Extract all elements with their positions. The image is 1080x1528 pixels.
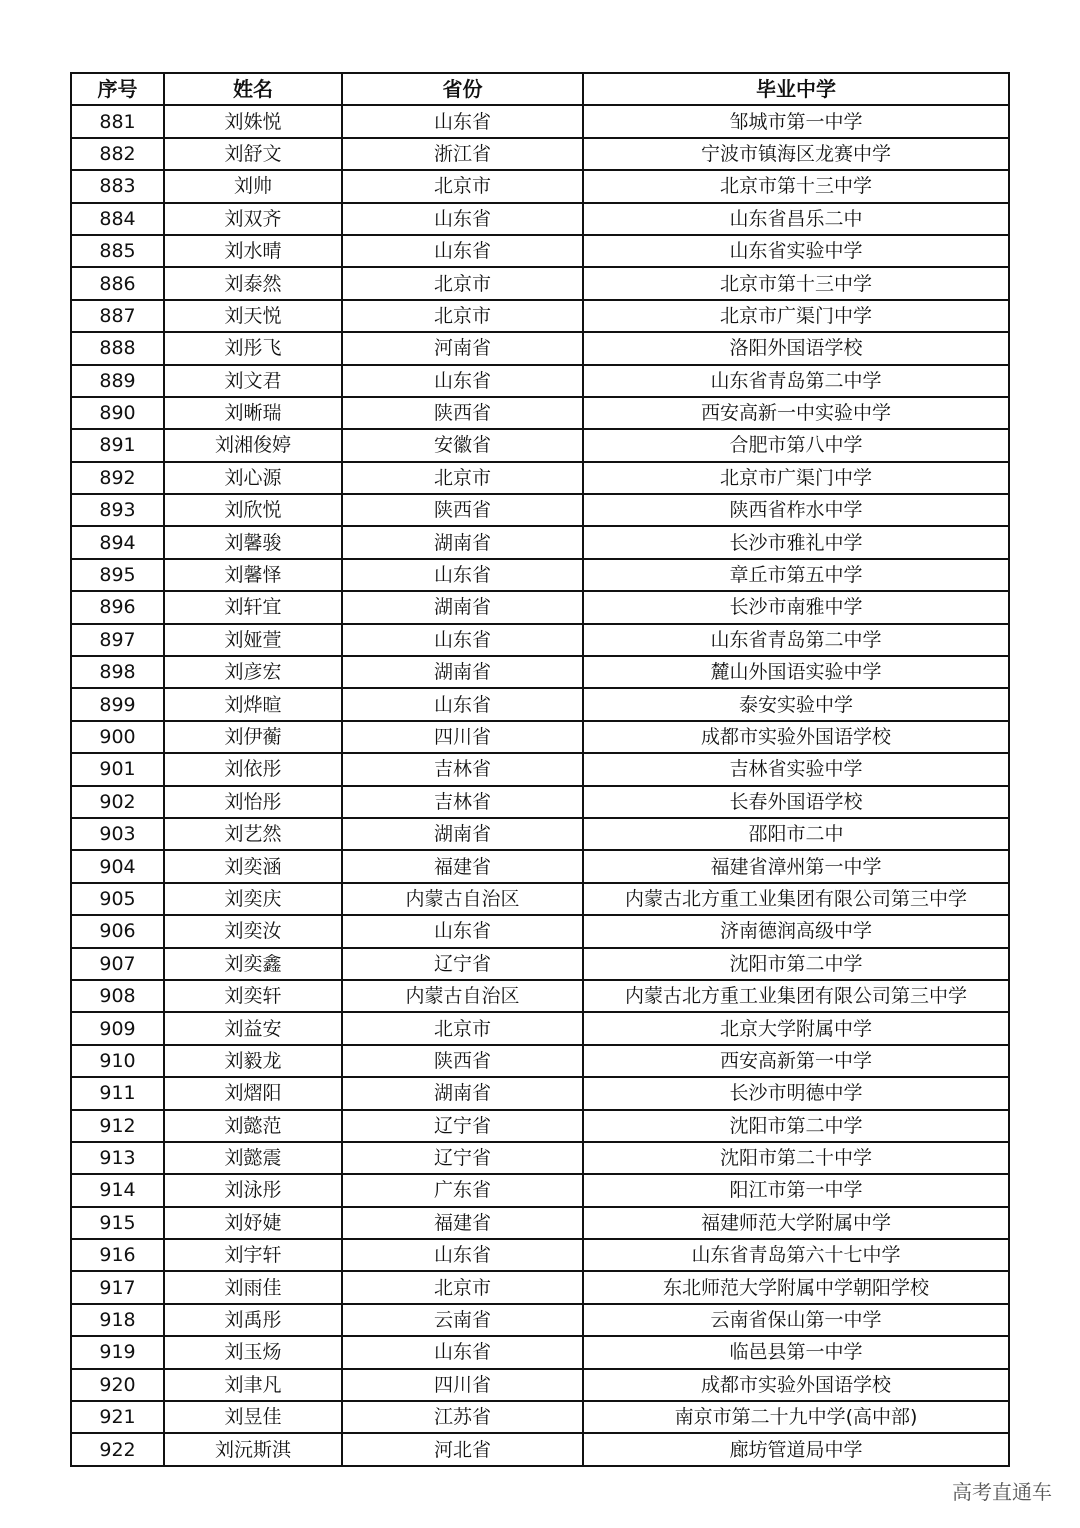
header-row (71, 73, 1009, 105)
cell-school: 福建师范大学附属中学 (583, 1207, 1009, 1239)
cell-name: 刘奕汝 (164, 915, 342, 947)
table-row (71, 1174, 1009, 1206)
table-row (71, 656, 1009, 688)
cell-school: 南京市第二十九中学(高中部) (583, 1401, 1009, 1433)
cell-name: 刘文君 (164, 365, 342, 397)
cell-index: 922 (71, 1433, 164, 1465)
cell-school: 北京市广渠门中学 (583, 300, 1009, 332)
cell-school: 山东省青岛第二中学 (583, 624, 1009, 656)
cell-name: 刘熠阳 (164, 1077, 342, 1109)
cell-school: 合肥市第八中学 (583, 429, 1009, 461)
cell-school: 山东省昌乐二中 (583, 203, 1009, 235)
cell-province: 内蒙古自治区 (342, 980, 583, 1012)
table-row (71, 170, 1009, 202)
table-row (71, 753, 1009, 785)
cell-province: 陕西省 (342, 494, 583, 526)
cell-name: 刘依彤 (164, 753, 342, 785)
cell-name: 刘烨暄 (164, 688, 342, 720)
table-row (71, 365, 1009, 397)
cell-name: 刘轩宜 (164, 591, 342, 623)
cell-index: 893 (71, 494, 164, 526)
table-row (71, 1304, 1009, 1336)
table-row (71, 1207, 1009, 1239)
cell-province: 山东省 (342, 624, 583, 656)
cell-name: 刘泳彤 (164, 1174, 342, 1206)
cell-province: 河北省 (342, 1433, 583, 1465)
cell-school: 成都市实验外国语学校 (583, 1369, 1009, 1401)
cell-province: 湖南省 (342, 526, 583, 558)
cell-province: 江苏省 (342, 1401, 583, 1433)
cell-province: 福建省 (342, 850, 583, 882)
cell-name: 刘湘俊婷 (164, 429, 342, 461)
table-row (71, 883, 1009, 915)
cell-index: 906 (71, 915, 164, 947)
cell-name: 刘天悦 (164, 300, 342, 332)
cell-index: 908 (71, 980, 164, 1012)
cell-school: 阳江市第一中学 (583, 1174, 1009, 1206)
cell-province: 北京市 (342, 267, 583, 299)
cell-school: 西安高新第一中学 (583, 1045, 1009, 1077)
cell-index: 901 (71, 753, 164, 785)
cell-index: 902 (71, 786, 164, 818)
header-province: 省份 (342, 73, 583, 105)
cell-name: 刘毅龙 (164, 1045, 342, 1077)
cell-school: 福建省漳州第一中学 (583, 850, 1009, 882)
cell-index: 909 (71, 1012, 164, 1044)
cell-province: 河南省 (342, 332, 583, 364)
cell-province: 湖南省 (342, 818, 583, 850)
cell-province: 山东省 (342, 1239, 583, 1271)
cell-name: 刘禹彤 (164, 1304, 342, 1336)
cell-province: 山东省 (342, 688, 583, 720)
table-row (71, 397, 1009, 429)
cell-index: 881 (71, 105, 164, 137)
cell-name: 刘娅萱 (164, 624, 342, 656)
cell-name: 刘奕鑫 (164, 948, 342, 980)
table-row (71, 332, 1009, 364)
cell-province: 广东省 (342, 1174, 583, 1206)
cell-province: 北京市 (342, 462, 583, 494)
cell-name: 刘双齐 (164, 203, 342, 235)
table-row (71, 948, 1009, 980)
cell-index: 900 (71, 721, 164, 753)
cell-name: 刘昱佳 (164, 1401, 342, 1433)
cell-school: 邵阳市二中 (583, 818, 1009, 850)
table-row (71, 138, 1009, 170)
cell-province: 辽宁省 (342, 948, 583, 980)
cell-province: 安徽省 (342, 429, 583, 461)
cell-name: 刘宇轩 (164, 1239, 342, 1271)
cell-name: 刘益安 (164, 1012, 342, 1044)
cell-school: 沈阳市第二中学 (583, 1110, 1009, 1142)
cell-name: 刘艺然 (164, 818, 342, 850)
cell-school: 沈阳市第二十中学 (583, 1142, 1009, 1174)
cell-province: 山东省 (342, 1336, 583, 1368)
cell-name: 刘水晴 (164, 235, 342, 267)
cell-name: 刘泰然 (164, 267, 342, 299)
cell-name: 刘帅 (164, 170, 342, 202)
cell-index: 921 (71, 1401, 164, 1433)
cell-province: 辽宁省 (342, 1142, 583, 1174)
cell-name: 刘彤飞 (164, 332, 342, 364)
cell-province: 山东省 (342, 203, 583, 235)
cell-province: 陕西省 (342, 1045, 583, 1077)
table-row (71, 786, 1009, 818)
cell-index: 888 (71, 332, 164, 364)
cell-province: 内蒙古自治区 (342, 883, 583, 915)
cell-school: 内蒙古北方重工业集团有限公司第三中学 (583, 883, 1009, 915)
cell-name: 刘妤婕 (164, 1207, 342, 1239)
table-row (71, 1271, 1009, 1303)
cell-index: 915 (71, 1207, 164, 1239)
cell-school: 泰安实验中学 (583, 688, 1009, 720)
cell-name: 刘馨怿 (164, 559, 342, 591)
watermark: 高考直通车 (952, 1480, 1052, 1504)
cell-index: 898 (71, 656, 164, 688)
cell-index: 895 (71, 559, 164, 591)
table-row (71, 980, 1009, 1012)
cell-name: 刘奕轩 (164, 980, 342, 1012)
student-table (70, 72, 1010, 1467)
cell-index: 913 (71, 1142, 164, 1174)
cell-name: 刘雨佳 (164, 1271, 342, 1303)
cell-name: 刘奕庆 (164, 883, 342, 915)
header-school: 毕业中学 (583, 73, 1009, 105)
cell-name: 刘心源 (164, 462, 342, 494)
cell-index: 911 (71, 1077, 164, 1109)
cell-name: 刘欣悦 (164, 494, 342, 526)
cell-province: 北京市 (342, 170, 583, 202)
table-row (71, 721, 1009, 753)
cell-index: 892 (71, 462, 164, 494)
cell-index: 882 (71, 138, 164, 170)
cell-school: 云南省保山第一中学 (583, 1304, 1009, 1336)
cell-index: 910 (71, 1045, 164, 1077)
cell-name: 刘舒文 (164, 138, 342, 170)
cell-index: 907 (71, 948, 164, 980)
table-row (71, 494, 1009, 526)
cell-province: 山东省 (342, 559, 583, 591)
table-row (71, 850, 1009, 882)
cell-index: 904 (71, 850, 164, 882)
cell-province: 山东省 (342, 365, 583, 397)
cell-school: 山东省实验中学 (583, 235, 1009, 267)
cell-province: 陕西省 (342, 397, 583, 429)
cell-province: 云南省 (342, 1304, 583, 1336)
cell-index: 885 (71, 235, 164, 267)
table-row (71, 429, 1009, 461)
table-row (71, 1336, 1009, 1368)
cell-school: 内蒙古北方重工业集团有限公司第三中学 (583, 980, 1009, 1012)
cell-name: 刘聿凡 (164, 1369, 342, 1401)
cell-school: 西安高新一中实验中学 (583, 397, 1009, 429)
cell-school: 章丘市第五中学 (583, 559, 1009, 591)
cell-province: 湖南省 (342, 656, 583, 688)
table-row (71, 1239, 1009, 1271)
header-name: 姓名 (164, 73, 342, 105)
cell-school: 山东省青岛第二中学 (583, 365, 1009, 397)
cell-index: 920 (71, 1369, 164, 1401)
cell-index: 884 (71, 203, 164, 235)
table-row (71, 1110, 1009, 1142)
cell-school: 宁波市镇海区龙赛中学 (583, 138, 1009, 170)
cell-province: 吉林省 (342, 753, 583, 785)
cell-index: 890 (71, 397, 164, 429)
table-row (71, 300, 1009, 332)
cell-province: 湖南省 (342, 591, 583, 623)
cell-province: 山东省 (342, 105, 583, 137)
cell-index: 916 (71, 1239, 164, 1271)
table-row (71, 818, 1009, 850)
cell-index: 894 (71, 526, 164, 558)
table-row (71, 105, 1009, 137)
cell-school: 廊坊管道局中学 (583, 1433, 1009, 1465)
cell-school: 北京市第十三中学 (583, 267, 1009, 299)
cell-school: 沈阳市第二中学 (583, 948, 1009, 980)
table-row (71, 688, 1009, 720)
cell-province: 福建省 (342, 1207, 583, 1239)
table-row (71, 1369, 1009, 1401)
cell-school: 长沙市雅礼中学 (583, 526, 1009, 558)
cell-school: 洛阳外国语学校 (583, 332, 1009, 364)
cell-school: 长沙市南雅中学 (583, 591, 1009, 623)
cell-school: 吉林省实验中学 (583, 753, 1009, 785)
cell-province: 湖南省 (342, 1077, 583, 1109)
cell-name: 刘懿范 (164, 1110, 342, 1142)
cell-school: 山东省青岛第六十七中学 (583, 1239, 1009, 1271)
cell-name: 刘怡彤 (164, 786, 342, 818)
table-row (71, 1142, 1009, 1174)
cell-province: 北京市 (342, 1271, 583, 1303)
table-row (71, 591, 1009, 623)
cell-province: 山东省 (342, 915, 583, 947)
cell-province: 北京市 (342, 300, 583, 332)
cell-school: 成都市实验外国语学校 (583, 721, 1009, 753)
cell-province: 山东省 (342, 235, 583, 267)
cell-province: 辽宁省 (342, 1110, 583, 1142)
cell-school: 临邑县第一中学 (583, 1336, 1009, 1368)
table-row (71, 235, 1009, 267)
cell-index: 887 (71, 300, 164, 332)
cell-province: 四川省 (342, 721, 583, 753)
cell-school: 邹城市第一中学 (583, 105, 1009, 137)
table-row (71, 1045, 1009, 1077)
cell-index: 905 (71, 883, 164, 915)
cell-name: 刘玉炀 (164, 1336, 342, 1368)
cell-name: 刘馨骏 (164, 526, 342, 558)
cell-name: 刘姝悦 (164, 105, 342, 137)
table-row (71, 462, 1009, 494)
cell-index: 912 (71, 1110, 164, 1142)
header-index: 序号 (71, 73, 164, 105)
table-row (71, 267, 1009, 299)
cell-school: 麓山外国语实验中学 (583, 656, 1009, 688)
cell-school: 东北师范大学附属中学朝阳学校 (583, 1271, 1009, 1303)
cell-school: 长沙市明德中学 (583, 1077, 1009, 1109)
cell-index: 891 (71, 429, 164, 461)
cell-index: 899 (71, 688, 164, 720)
table-row (71, 1401, 1009, 1433)
cell-name: 刘懿震 (164, 1142, 342, 1174)
cell-province: 四川省 (342, 1369, 583, 1401)
cell-name: 刘奕涵 (164, 850, 342, 882)
cell-school: 北京市第十三中学 (583, 170, 1009, 202)
cell-name: 刘伊蘅 (164, 721, 342, 753)
table-row (71, 203, 1009, 235)
cell-index: 919 (71, 1336, 164, 1368)
table-row (71, 526, 1009, 558)
cell-index: 897 (71, 624, 164, 656)
table-row (71, 624, 1009, 656)
cell-index: 917 (71, 1271, 164, 1303)
table-row (71, 1077, 1009, 1109)
cell-province: 浙江省 (342, 138, 583, 170)
cell-name: 刘晰瑞 (164, 397, 342, 429)
cell-index: 896 (71, 591, 164, 623)
table-row (71, 559, 1009, 591)
cell-index: 918 (71, 1304, 164, 1336)
cell-index: 889 (71, 365, 164, 397)
cell-index: 883 (71, 170, 164, 202)
cell-school: 北京市广渠门中学 (583, 462, 1009, 494)
cell-province: 北京市 (342, 1012, 583, 1044)
cell-name: 刘彦宏 (164, 656, 342, 688)
cell-school: 长春外国语学校 (583, 786, 1009, 818)
cell-name: 刘沅斯淇 (164, 1433, 342, 1465)
cell-school: 济南德润高级中学 (583, 915, 1009, 947)
cell-index: 886 (71, 267, 164, 299)
table-row (71, 1433, 1009, 1465)
cell-school: 北京大学附属中学 (583, 1012, 1009, 1044)
table-row (71, 1012, 1009, 1044)
cell-school: 陕西省柞水中学 (583, 494, 1009, 526)
cell-index: 914 (71, 1174, 164, 1206)
cell-index: 903 (71, 818, 164, 850)
cell-province: 吉林省 (342, 786, 583, 818)
table-row (71, 915, 1009, 947)
